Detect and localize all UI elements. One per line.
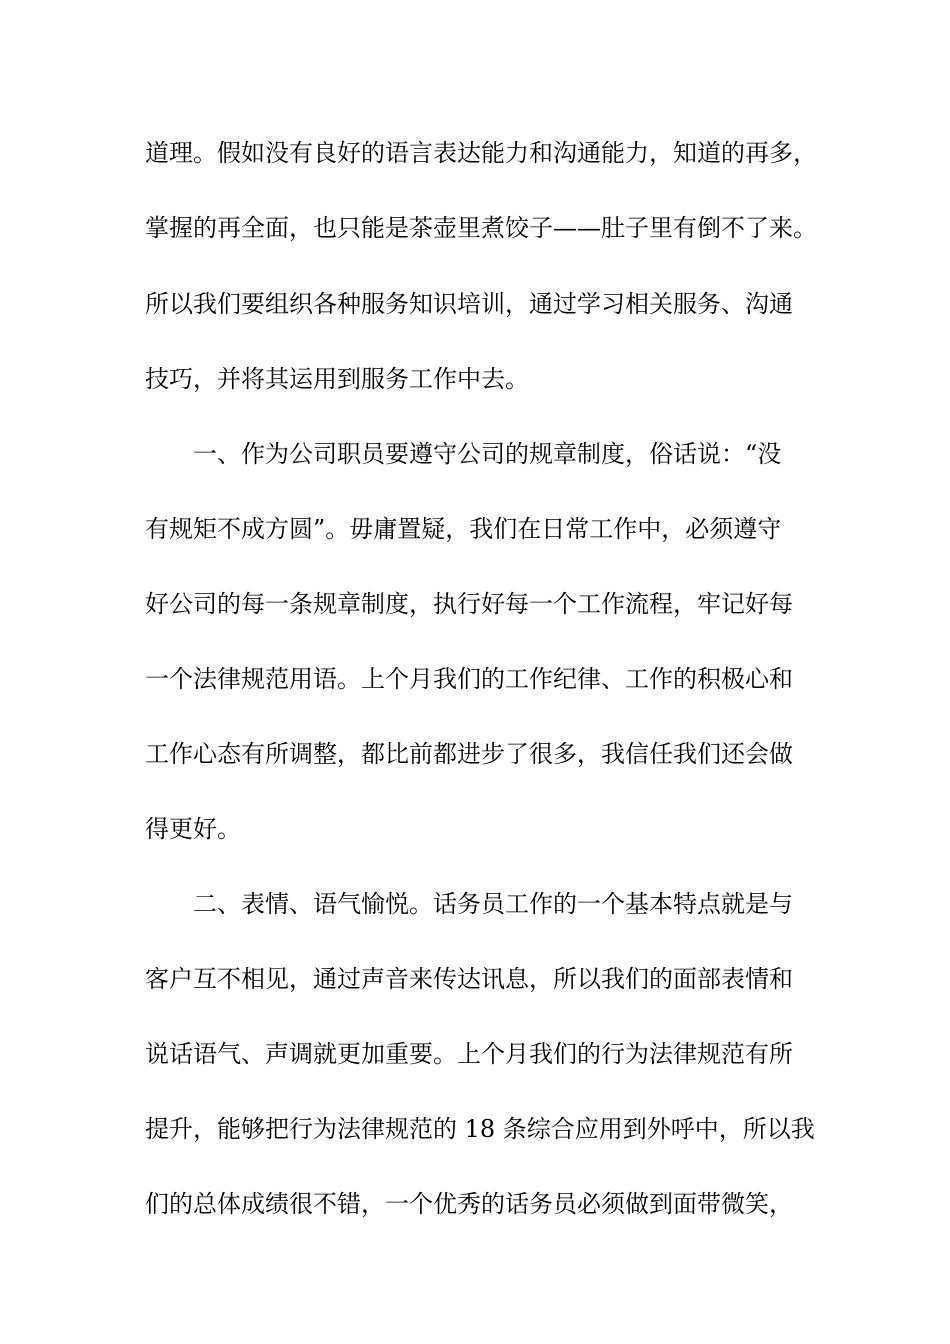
text-line: 提升，能够把行为法律规范的 18 条综合应用到外呼中，所以我 [145, 1115, 815, 1143]
text-line: 得更好。 [145, 815, 241, 843]
text-line: 工作心态有所调整，都比前都进步了很多，我信任我们还会做 [145, 740, 793, 768]
text-line: 所以我们要组织各种服务知识培训，通过学习相关服务、沟通 [145, 290, 793, 318]
text-line: 一个法律规范用语。上个月我们的工作纪律、工作的积极心和 [145, 665, 793, 693]
text-line: 们的总体成绩很不错，一个优秀的话务员必须做到面带微笑， [145, 1190, 793, 1218]
text-line: 道理。假如没有良好的语言表达能力和沟通能力，知道的再多， [145, 139, 817, 167]
text-line: 好公司的每一条规章制度，执行好每一个工作流程，牢记好每 [145, 590, 793, 618]
text-line: 客户互不相见，通过声音来传达讯息，所以我们的面部表情和 [145, 965, 793, 993]
text-line: 掌握的再全面，也只能是茶壶里煮饺子——肚子里有倒不了来。 [145, 214, 817, 242]
text-line: 有规矩不成方圆”。毋庸置疑，我们在日常工作中，必须遵守 [145, 515, 782, 543]
text-line: 一、作为公司职员要遵守公司的规章制度，俗话说：“没 [193, 440, 782, 468]
text-line: 技巧，并将其运用到服务工作中去。 [145, 365, 529, 393]
text-line: 说话语气、声调就更加重要。上个月我们的行为法律规范有所 [145, 1040, 793, 1068]
text-line: 二、表情、语气愉悦。话务员工作的一个基本特点就是与 [193, 890, 793, 918]
